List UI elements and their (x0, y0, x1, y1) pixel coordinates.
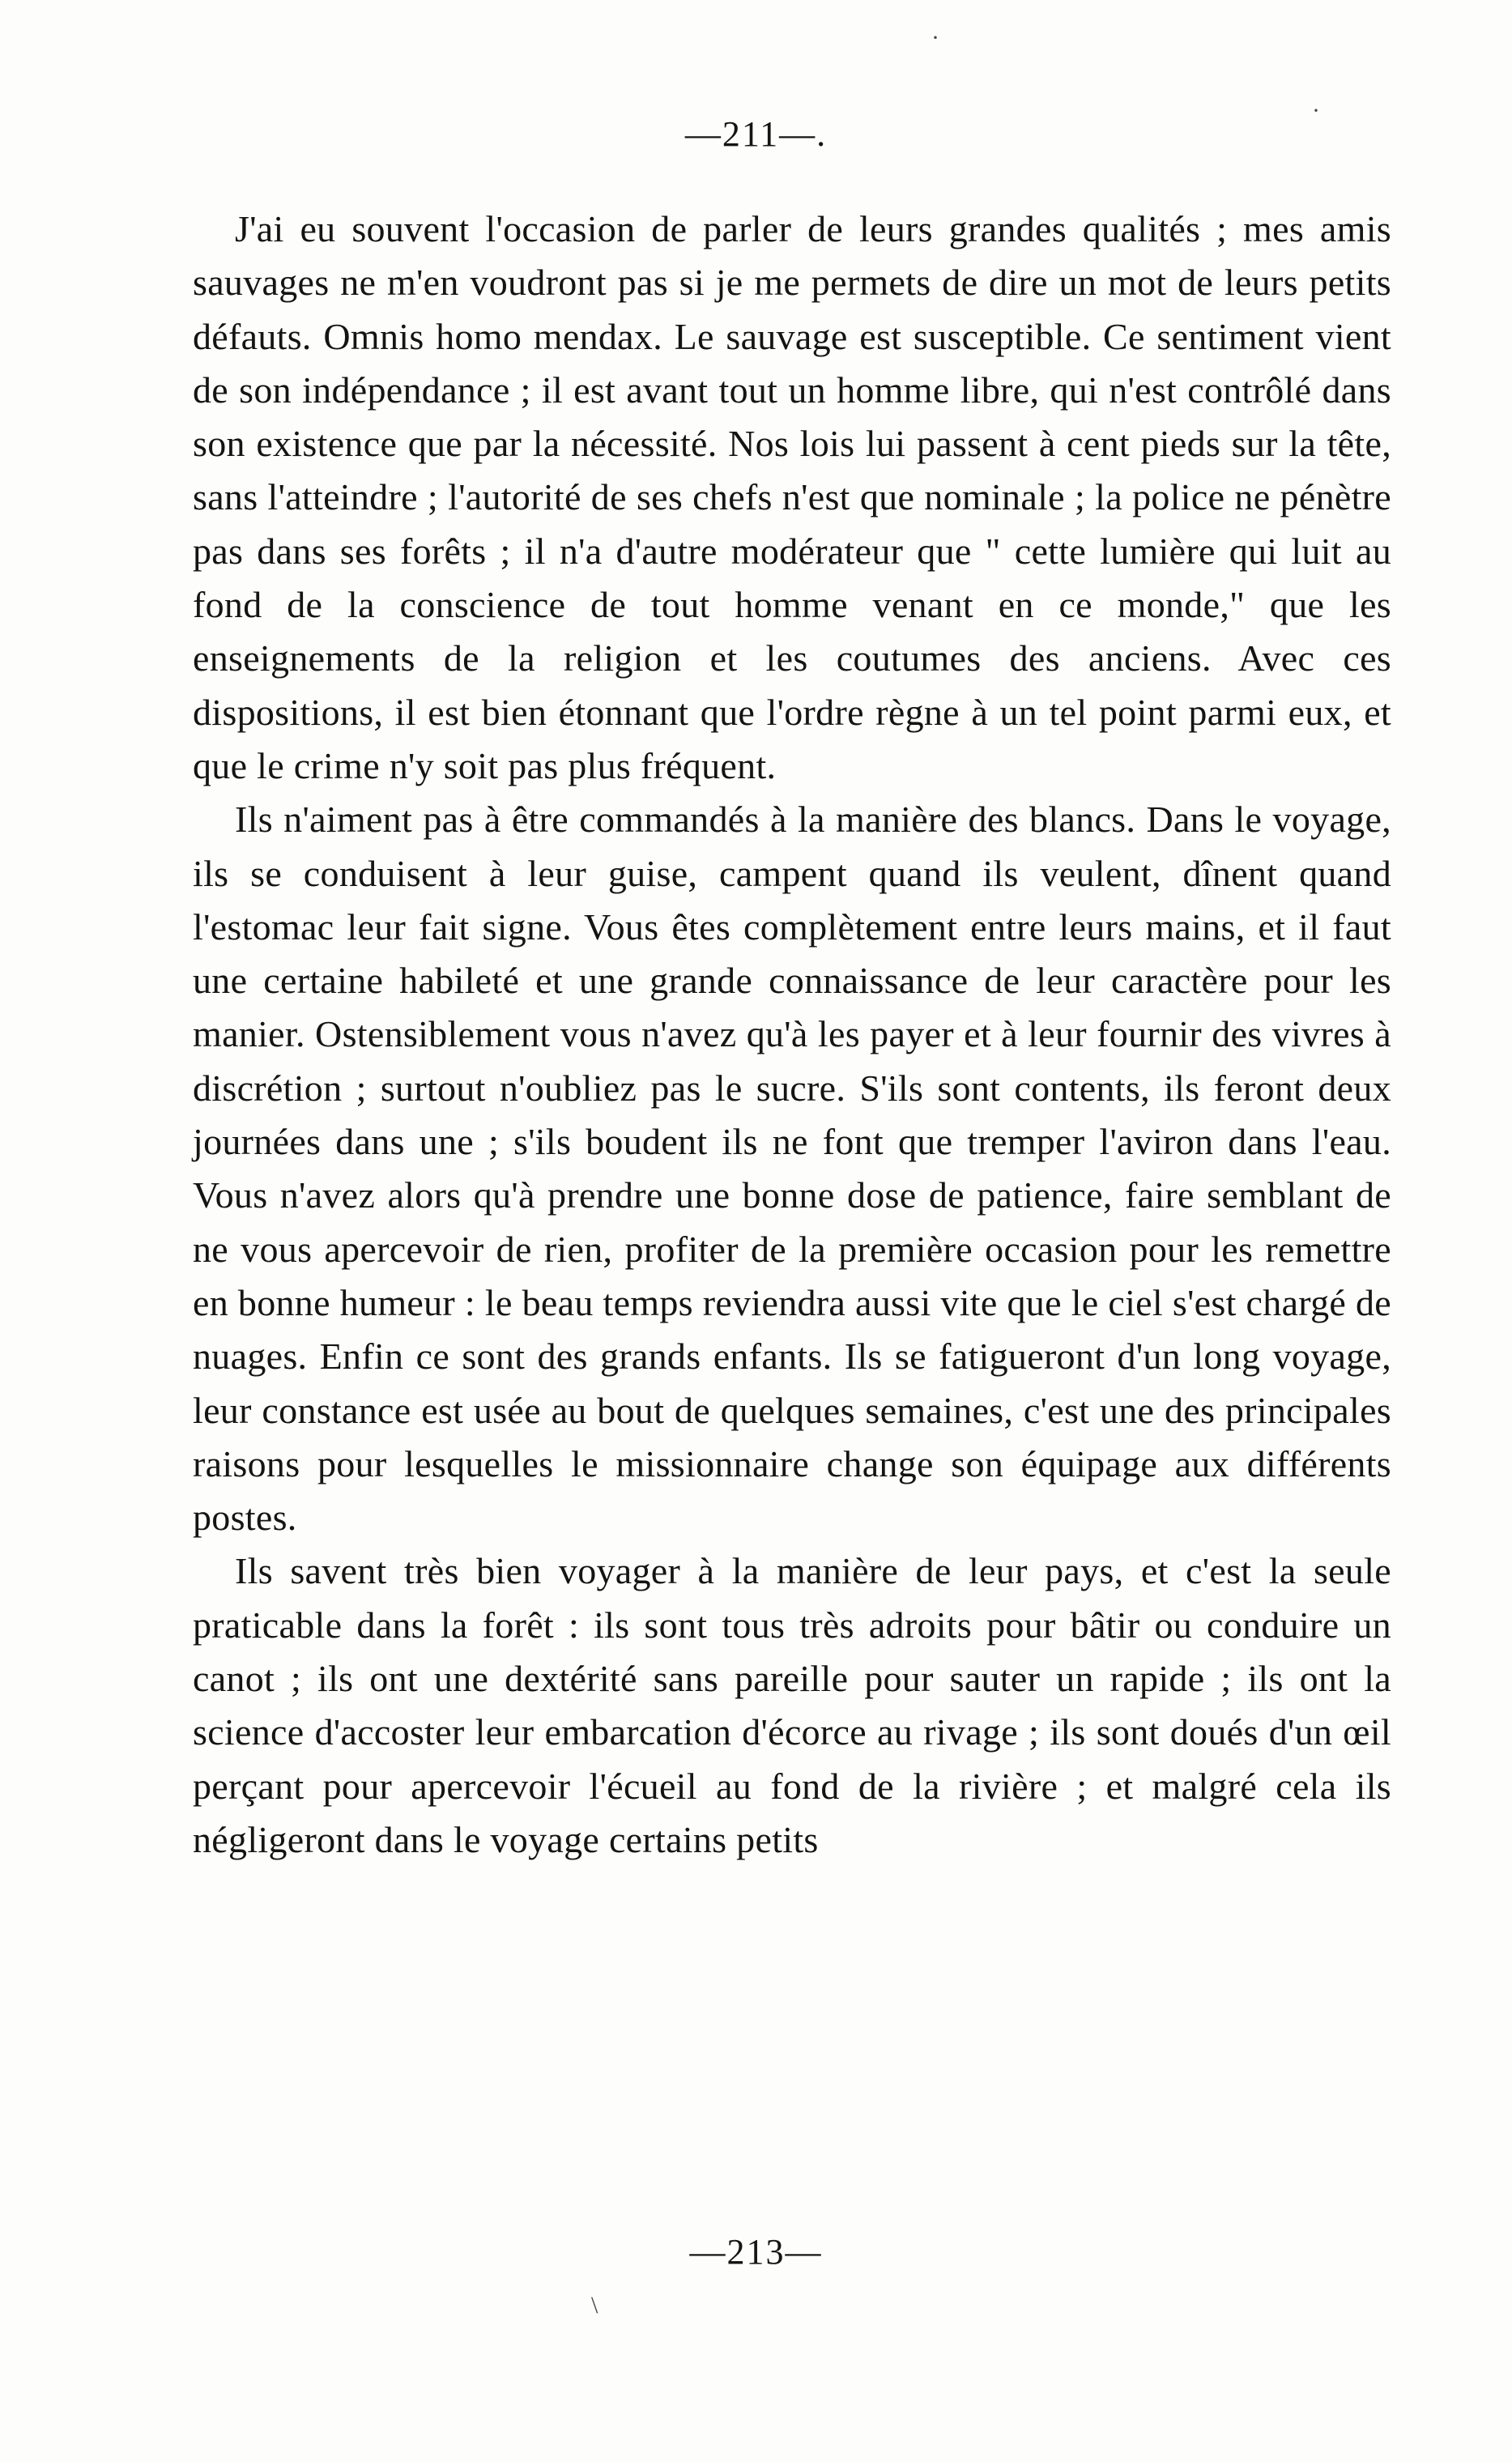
page-text-body (193, 202, 1391, 1867)
ink-speck: · (1312, 97, 1320, 124)
page-number-top: —211—. (684, 114, 828, 154)
paragraph-3: Ils savent très bien voyager à la manière de leur pays, et c'est la seule praticable dans la forêt : ils sont tous très adroits pour bâtir ou conduire un canot ; ils ont une dextérité sans pareille pour sauter un rapide ; ils ont la science d'accoster leur embarcation d'écorce au rivage ; ils sont doués d'un œil perçant pour apercevoir l'écueil au fond de la rivière ; et malgré cela ils négligeront dans le voyage certains petits (193, 1550, 1391, 1860)
page-number-bottom: —213— (689, 2232, 823, 2272)
paragraph-1: J'ai eu souvent l'occasion de parler de leurs grandes qualités ; mes amis sauvages ne m'en voudront pas si je me permets de dire un mot de leurs petits défauts. Omnis homo mendax. Le sauvage est susceptible. Ce sentiment vient de son indépendance ; il est avant tout un homme libre, qui n'est contrôlé dans son existence que par la nécessité. Nos lois lui passent à cent pieds sur la tête, sans l'atteindre ; l'autorité de ses chefs n'est que nominale ; la police ne pénètre pas dans ses forêts ; il n'a d'autre modérateur que " cette lumière qui luit au fond de la conscience de tout homme venant en ce monde," que les enseignements de la religion et les coutumes des anciens. Avec ces dispositions, il est bien étonnant que l'ordre règne à un tel point parmi eux, et que le crime n'y soit pas plus fréquent. (193, 208, 1391, 786)
ink-speck: \ (591, 2292, 598, 2319)
ink-speck: · (931, 24, 939, 51)
paragraph-2: Ils n'aiment pas à être commandés à la manière des blancs. Dans le voyage, ils se conduisent à leur guise, campent quand ils veulent, dînent quand l'estomac leur fait signe. Vous êtes complètement entre leurs mains, et il faut une certaine habileté et une grande connaissance de leur caractère pour les manier. Ostensiblement vous n'avez qu'à les payer et à leur fournir des vivres à discrétion ; surtout n'oubliez pas le sucre. S'ils sont contents, ils feront deux journées dans une ; s'ils boudent ils ne font que tremper l'aviron dans l'eau. Vous n'avez alors qu'à prendre une bonne dose de patience, faire semblant de ne vous apercevoir de rien, profiter de la première occasion pour les remettre en bonne humeur : le beau temps reviendra aussi vite que le ciel s'est chargé de nuages. Enfin ce sont des grands enfants. Ils se fatigueront d'un long voyage, leur constance est usée au bout de quelques semaines, c'est une des principales raisons pour lesquelles le missionnaire change son équipage aux différents postes. (193, 799, 1391, 1539)
